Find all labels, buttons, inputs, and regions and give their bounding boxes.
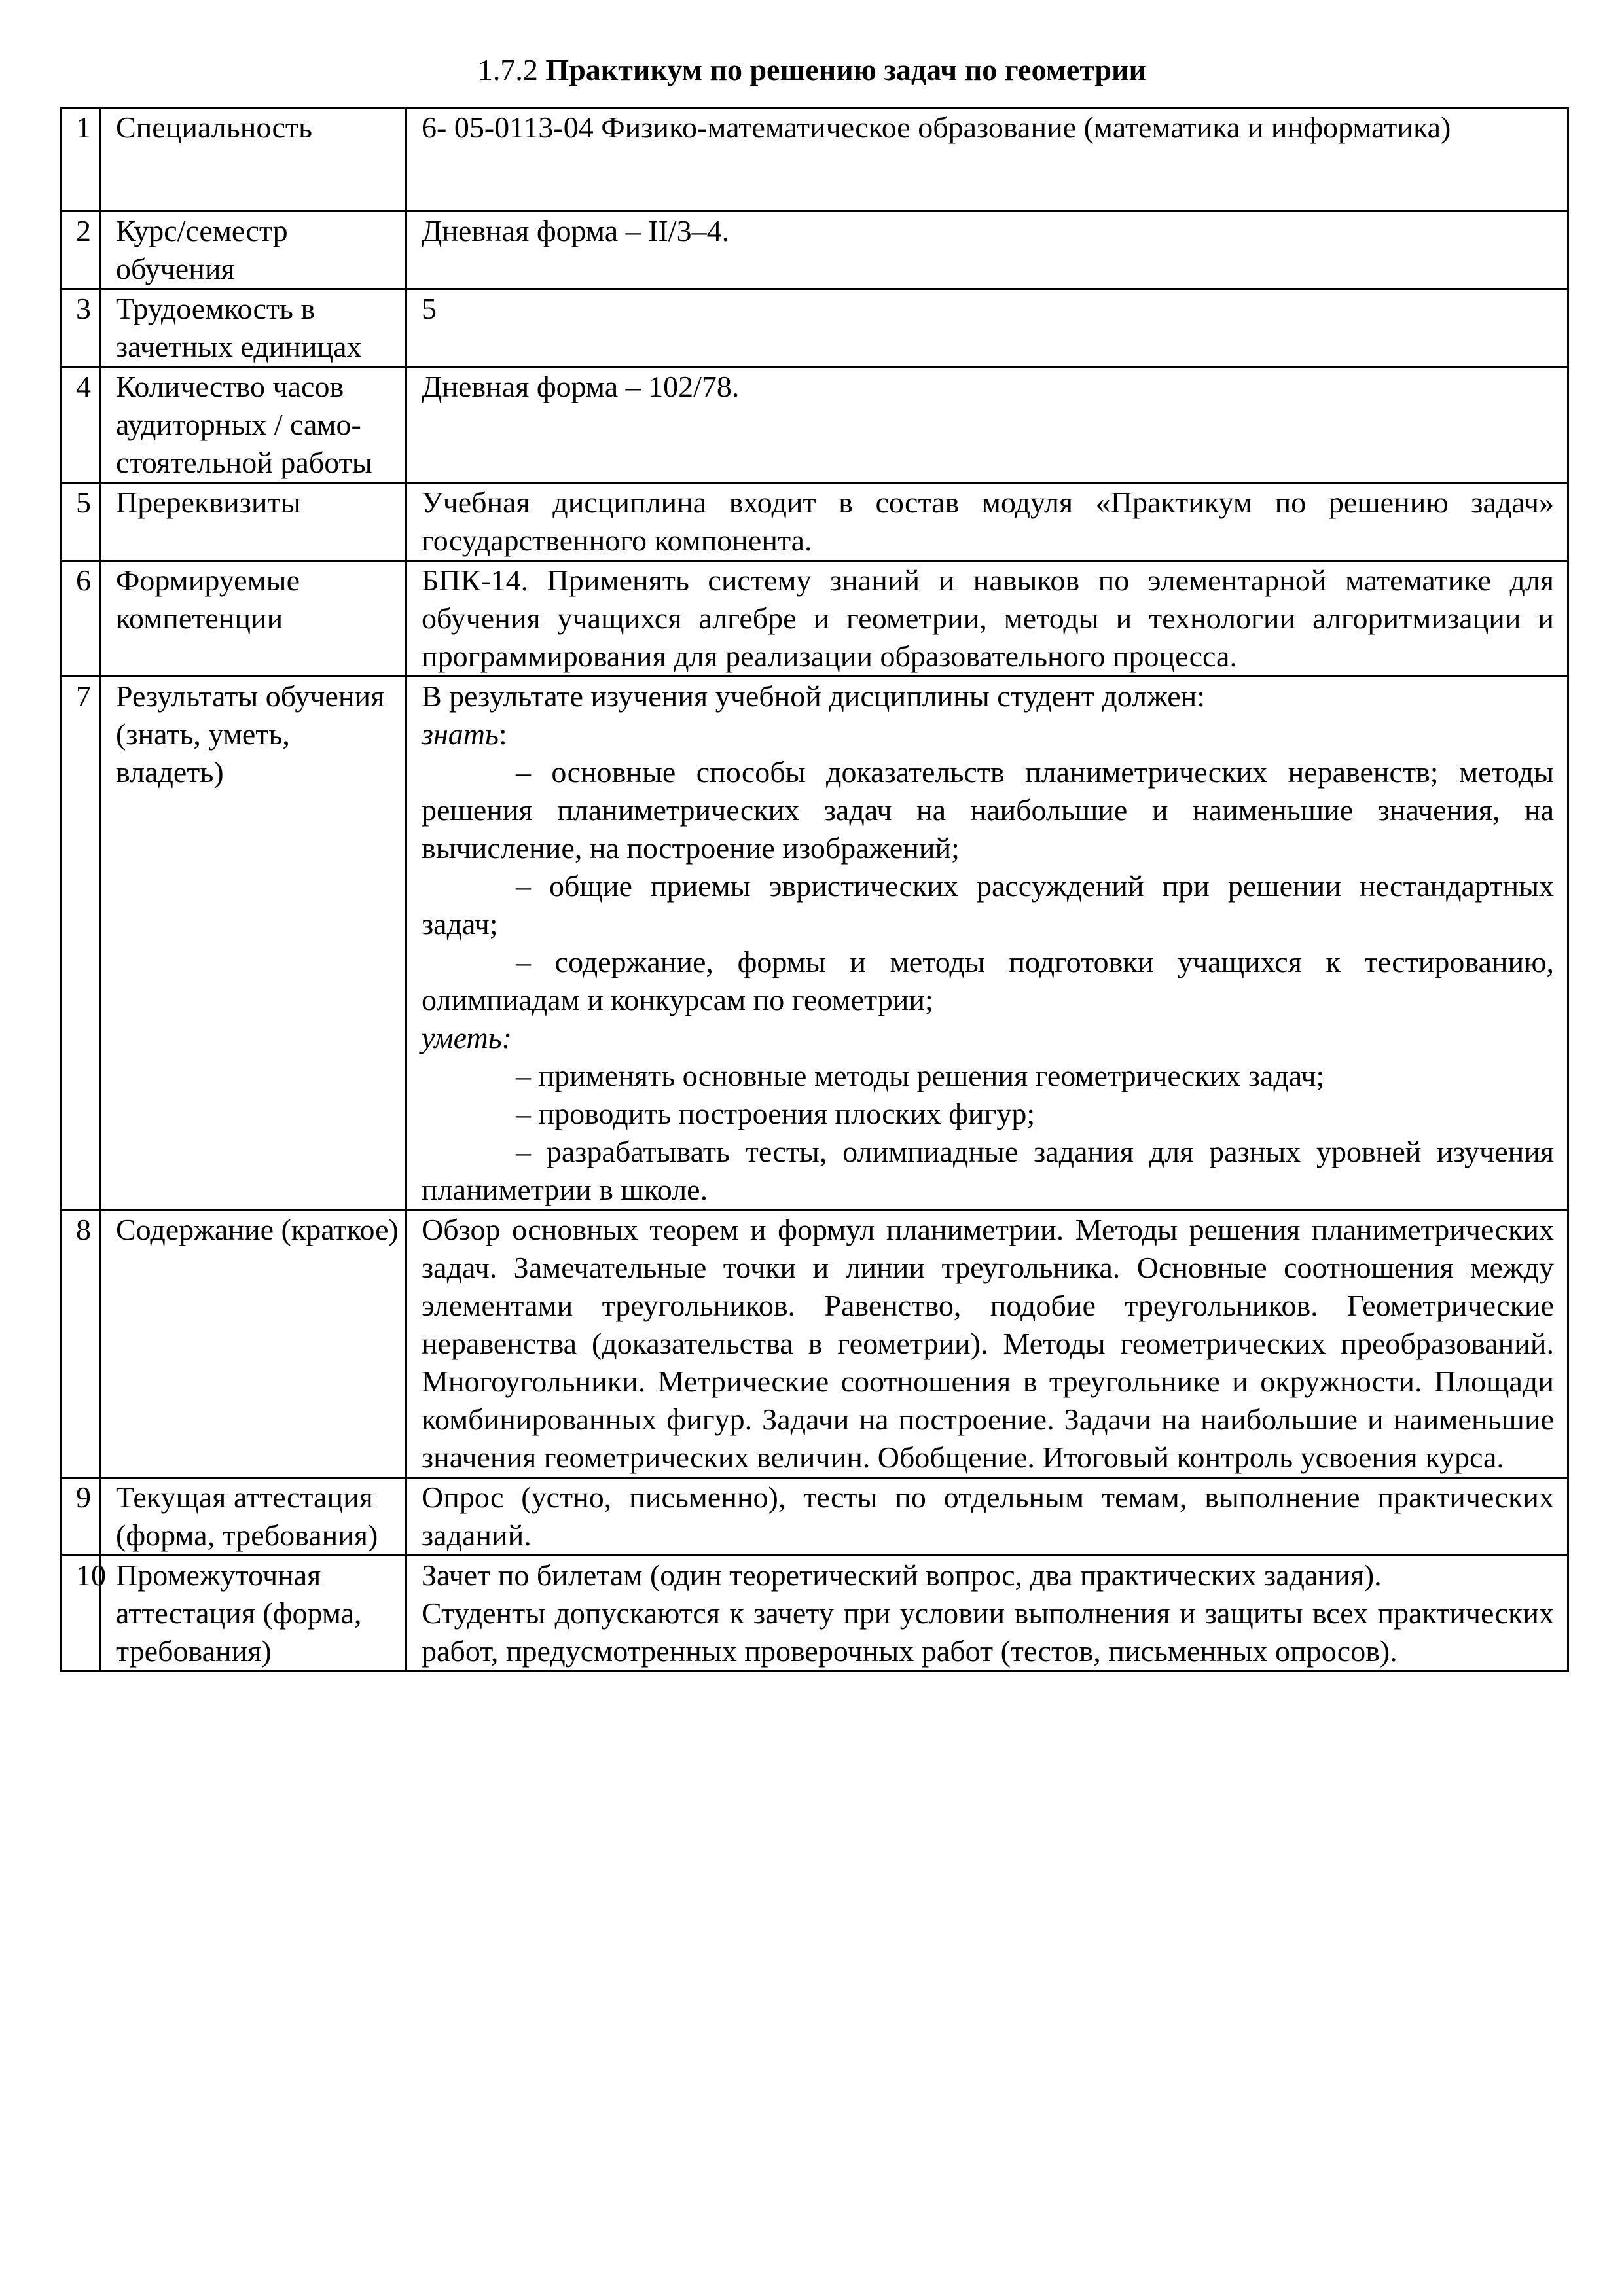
row-number: 3 bbox=[61, 289, 101, 367]
row-label: Содержание (краткое) bbox=[101, 1210, 406, 1478]
discipline-info-table bbox=[60, 107, 1569, 1672]
know-label: знать bbox=[422, 717, 499, 751]
row-label: Количество часов аудиторных / само-стоятельной работы bbox=[101, 367, 406, 483]
row-label: Результаты обучения (знать, уметь, владеть) bbox=[101, 677, 406, 1210]
table-row bbox=[61, 1478, 1568, 1556]
row-number: 4 bbox=[61, 367, 101, 483]
row-label: Трудоемкость в зачетных единицах bbox=[101, 289, 406, 367]
heading-number: 1.7.2 bbox=[477, 53, 538, 86]
row-value: Учебная дисциплина входит в состав модуля «Практикум по решению задач» государственного компонента. bbox=[406, 483, 1568, 561]
row-value: 6- 05-0113-04 Физико-математическое образование (математика и информатика) bbox=[406, 108, 1568, 211]
table-row bbox=[61, 561, 1568, 677]
table-row bbox=[61, 367, 1568, 483]
row-number: 8 bbox=[61, 1210, 101, 1478]
table-row bbox=[61, 108, 1568, 211]
can-label: уметь: bbox=[422, 1021, 512, 1054]
row-number: 6 bbox=[61, 561, 101, 677]
row-value-learning-outcomes: В результате изучения учебной дисциплины студент должен: знать: – основные способы доказательств планиметрических неравенств; методы решения планиметрических задач на наибольшие и наименьшие значения, на вычисление, на построение изображений; – общие приемы эвристических рассуждений при решении нестандартных задач; – содержание, формы и методы подготовки учащихся к тестированию, олимпиадам и конкурсам по геометрии; уметь: – применять основные методы решения геометрических задач; – проводить построения плоских фигур; – разрабатывать тесты, олимпиадные задания для разных уровней изучения планиметрии в школе. bbox=[406, 677, 1568, 1210]
outcomes-intro: В результате изучения учебной дисциплины студент должен: bbox=[422, 679, 1206, 713]
row-value: Опрос (устно, письменно), тесты по отдельным темам, выполнение практических заданий. bbox=[406, 1478, 1568, 1556]
document-heading bbox=[0, 51, 1624, 89]
row-label: Текущая аттестация (форма, требования) bbox=[101, 1478, 406, 1556]
know-item: – основные способы доказательств планиметрических неравенств; методы решения планиметрических задач на наибольшие и наименьшие значения, на вычисление, на построение изображений; bbox=[422, 755, 1554, 865]
table-row bbox=[61, 677, 1568, 1210]
row-number: 7 bbox=[61, 677, 101, 1210]
know-item: – содержание, формы и методы подготовки учащихся к тестированию, олимпиадам и конкурсам по геометрии; bbox=[422, 945, 1554, 1016]
attestation-line: Зачет по билетам (один теоретический вопрос, два практических задания). bbox=[422, 1558, 1382, 1592]
row-number: 10 bbox=[61, 1556, 101, 1672]
row-label: Специальность bbox=[101, 108, 406, 211]
row-value: Обзор основных теорем и формул планиметрии. Методы решения планиметрических задач. Замечательные точки и линии треугольника. Основные соотношения между элементами треугольников. Равенство, подобие треугольников. Геометрические неравенства (доказательства в геометрии). Методы геометрических преобразований. Многоугольники. Метрические соотношения в треугольнике и окружности. Площади комбинированных фигур. Задачи на построение. Задачи на наибольшие и наименьшие значения геометрических величин. Обобщение. Итоговый контроль усвоения курса. bbox=[406, 1210, 1568, 1478]
row-number: 2 bbox=[61, 211, 101, 289]
row-number: 5 bbox=[61, 483, 101, 561]
row-label: Курс/семестр обучения bbox=[101, 211, 406, 289]
row-value-attestation bbox=[406, 1556, 1568, 1672]
row-value: Дневная форма – II/3–4. bbox=[406, 211, 1568, 289]
row-number: 9 bbox=[61, 1478, 101, 1556]
table-row bbox=[61, 1210, 1568, 1478]
know-item: – общие приемы эвристических рассуждений при решении нестандартных задач; bbox=[422, 869, 1554, 941]
can-item: – проводить построения плоских фигур; bbox=[516, 1097, 1036, 1130]
can-item: – разрабатывать тесты, олимпиадные задания для разных уровней изучения планиметрии в школе. bbox=[422, 1135, 1554, 1206]
attestation-line: Студенты допускаются к зачету при условии выполнения и защиты всех практических работ, предусмотренных проверочных работ (тестов, письменных опросов). bbox=[422, 1596, 1554, 1668]
row-value: Дневная форма – 102/78. bbox=[406, 367, 1568, 483]
table-row bbox=[61, 1556, 1568, 1672]
table-row bbox=[61, 289, 1568, 367]
can-item: – применять основные методы решения геометрических задач; bbox=[516, 1059, 1325, 1092]
row-value: 5 bbox=[406, 289, 1568, 367]
heading-title: Практикум по решению задач по геометрии bbox=[545, 53, 1147, 86]
row-label: Формируемые компетенции bbox=[101, 561, 406, 677]
row-label: Промежуточная аттестация (форма, требования) bbox=[101, 1556, 406, 1672]
table-row bbox=[61, 211, 1568, 289]
row-label: Пререквизиты bbox=[101, 483, 406, 561]
row-number: 1 bbox=[61, 108, 101, 211]
table-row bbox=[61, 483, 1568, 561]
row-value: БПК-14. Применять систему знаний и навыков по элементарной математике для обучения учащихся алгебре и геометрии, методы и технологии алгоритмизации и программирования для реализации образовательного процесса. bbox=[406, 561, 1568, 677]
